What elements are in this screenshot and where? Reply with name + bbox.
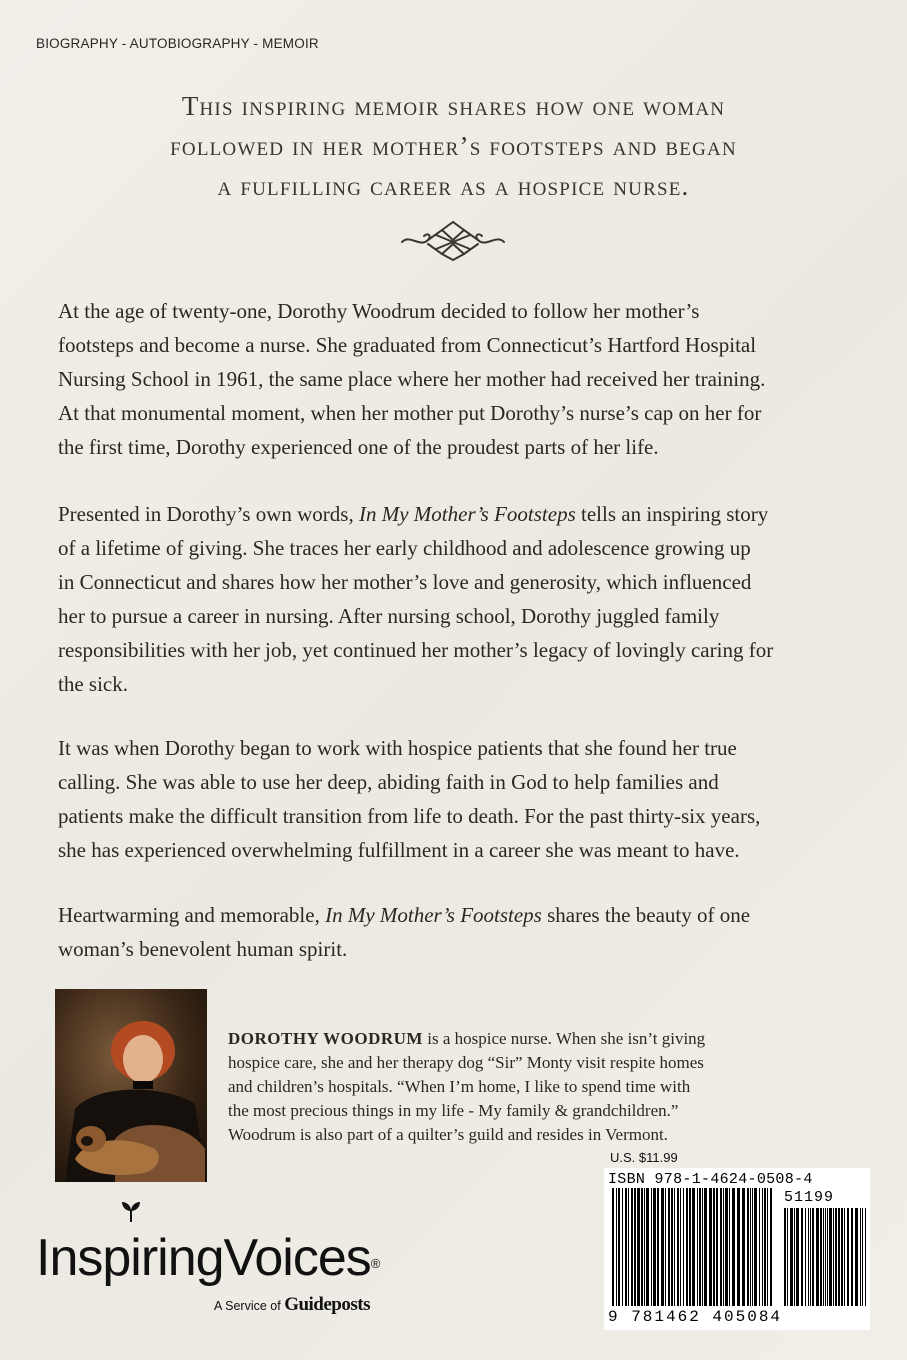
barcode-bar [657, 1186, 659, 1306]
barcode-bar [709, 1186, 712, 1306]
barcode-bar [668, 1186, 670, 1306]
barcode-bar [860, 1208, 861, 1306]
barcode-bar [750, 1186, 751, 1306]
scroll-ornament-icon [398, 218, 508, 262]
barcode-bar [677, 1186, 679, 1306]
barcode-bar [790, 1208, 793, 1306]
barcode-bar [704, 1186, 707, 1306]
barcode-bar [665, 1186, 666, 1306]
barcode-bar [625, 1186, 627, 1306]
author-photo [55, 989, 207, 1182]
publisher-logo [36, 1226, 380, 1326]
barcode-bar [865, 1208, 866, 1306]
barcode-bar [805, 1208, 806, 1306]
barcode-bar [847, 1208, 849, 1306]
barcode-bar [732, 1186, 735, 1306]
barcode-bar [770, 1186, 772, 1306]
barcode-bar [851, 1208, 853, 1306]
barcode-bar [622, 1186, 623, 1306]
author-bio: DOROTHY WOODRUM is a hospice nurse. When she isn’t giving hospice care, she and her therapy dog “Sir” Monty visit respite homes and children’s hospitals. “When I’m home, I like to spend time with the most precious things in my life - My family & grandchildren.” Woodrum is also part of a quilter’s guild and resides in Vermont. [228, 1029, 706, 1144]
barcode-bar [651, 1186, 652, 1306]
barcode-bar [680, 1186, 681, 1306]
barcode-bar [637, 1186, 640, 1306]
barcode-bar [752, 1186, 753, 1306]
barcode-bar [767, 1186, 768, 1306]
barcode-bar [641, 1186, 643, 1306]
barcode-bar [764, 1186, 766, 1306]
barcode-bar [713, 1186, 715, 1306]
isbn-text: ISBN 978-1-4624-0508-4 [608, 1171, 817, 1188]
barcode-bar [683, 1186, 684, 1306]
barcode-bar [628, 1186, 629, 1306]
barcode-bar [762, 1186, 763, 1306]
barcode-bar [754, 1186, 757, 1306]
barcode-bar [816, 1208, 819, 1306]
barcode-bar [827, 1208, 828, 1306]
barcode-bar [862, 1208, 863, 1306]
barcode-bar [737, 1186, 740, 1306]
tagline [60, 86, 847, 206]
barcode-bar [833, 1208, 834, 1306]
barcode-bar [794, 1208, 795, 1306]
barcode-bar [702, 1186, 703, 1306]
barcode-bar [699, 1186, 701, 1306]
barcode-bar [644, 1186, 645, 1306]
barcode-bar [812, 1208, 814, 1306]
barcode-bar [787, 1208, 788, 1306]
barcode-bar [661, 1186, 664, 1306]
barcode-bar [796, 1208, 799, 1306]
publisher-name: InspiringVoices® [36, 1229, 380, 1287]
sprout-icon [120, 1200, 142, 1222]
barcode-bar [612, 1186, 614, 1306]
barcode-bar [808, 1208, 809, 1306]
description-paragraph-1: At the age of twenty-one, Dorothy Woodrum decided to follow her mother’s footsteps and become a nurse. She graduated from Connecticut’s Hartford Hospital Nursing School in 1961, the same place where her mother had received her training. At that monumental moment, when her mother put Dorothy’s nurse’s cap on her for the first time, Dorothy experienced one of the proudest parts of her life. [58, 299, 766, 459]
barcode-bar [729, 1186, 730, 1306]
barcode-bar [631, 1186, 633, 1306]
barcode-bar [646, 1186, 649, 1306]
tagline-line: a fulfilling career as a hospice nurse. [217, 171, 690, 201]
description-paragraph-3: It was when Dorothy began to work with hospice patients that she found her true calling. She was able to use her deep, abiding faith in God to help families and patients make the difficult transition from life to death. For the past thirty-six years, she has experienced overwhelming fulfillment in a career she was meant to have. [58, 736, 761, 862]
barcode-bar [829, 1208, 832, 1306]
barcode-bar [692, 1186, 695, 1306]
price-label: U.S. $11.99 [610, 1150, 678, 1165]
barcode-bar [686, 1186, 688, 1306]
barcode [604, 1168, 870, 1330]
barcode-bar [720, 1186, 722, 1306]
barcode-bar [747, 1186, 749, 1306]
barcode-bar [823, 1208, 824, 1306]
barcode-bar [725, 1186, 728, 1306]
barcode-bar [697, 1186, 698, 1306]
book-title: In My Mother’s Footsteps [325, 903, 542, 927]
barcode-bar [618, 1186, 620, 1306]
barcode-bar [810, 1208, 811, 1306]
barcode-bar [841, 1208, 843, 1306]
barcode-bar [759, 1186, 760, 1306]
barcode-bar [716, 1186, 718, 1306]
genre-label: BIOGRAPHY - AUTOBIOGRAPHY - MEMOIR [36, 36, 319, 51]
barcode-bar [820, 1208, 822, 1306]
barcode-bar [835, 1208, 837, 1306]
barcode-bar [801, 1208, 803, 1306]
barcode-bar [616, 1186, 617, 1306]
barcode-bar [825, 1208, 826, 1306]
tagline-line: This inspiring memoir shares how one woman [181, 91, 726, 121]
barcode-bar [634, 1186, 636, 1306]
barcode-bar [653, 1186, 656, 1306]
publisher-service: A Service of Guideposts [214, 1294, 370, 1315]
ean-digits: 9 781462 405084 [608, 1308, 786, 1326]
tagline-line: followed in her mother’s footsteps and began [170, 131, 737, 161]
author-name: DOROTHY WOODRUM [228, 1029, 423, 1048]
barcode-bar [784, 1208, 786, 1306]
barcode-bar [671, 1186, 673, 1306]
barcode-bar [855, 1208, 858, 1306]
barcode-bar [844, 1208, 845, 1306]
barcode-bar [689, 1186, 691, 1306]
barcode-bar [838, 1208, 840, 1306]
barcode-bar [742, 1186, 745, 1306]
description-paragraph-2: Presented in Dorothy’s own words, In My Mother’s Footsteps tells an inspiring story of a lifetime of giving. She traces her early childhood and adolescence growing up in Connecticut and shares how her mother’s love and generosity, which influenced her to pursue a career in nursing. After nursing school, Dorothy juggled family responsibilities with her job, yet continued her mother’s legacy of lovingly caring for the sick. [58, 502, 774, 696]
description-paragraph-4: Heartwarming and memorable, In My Mother’s Footsteps shares the beauty of one woman’s benevolent human spirit. [58, 903, 751, 961]
barcode-bar [674, 1186, 675, 1306]
book-title: In My Mother’s Footsteps [358, 502, 576, 526]
addon-digits: 51199 [784, 1189, 835, 1206]
barcode-bar [723, 1186, 724, 1306]
